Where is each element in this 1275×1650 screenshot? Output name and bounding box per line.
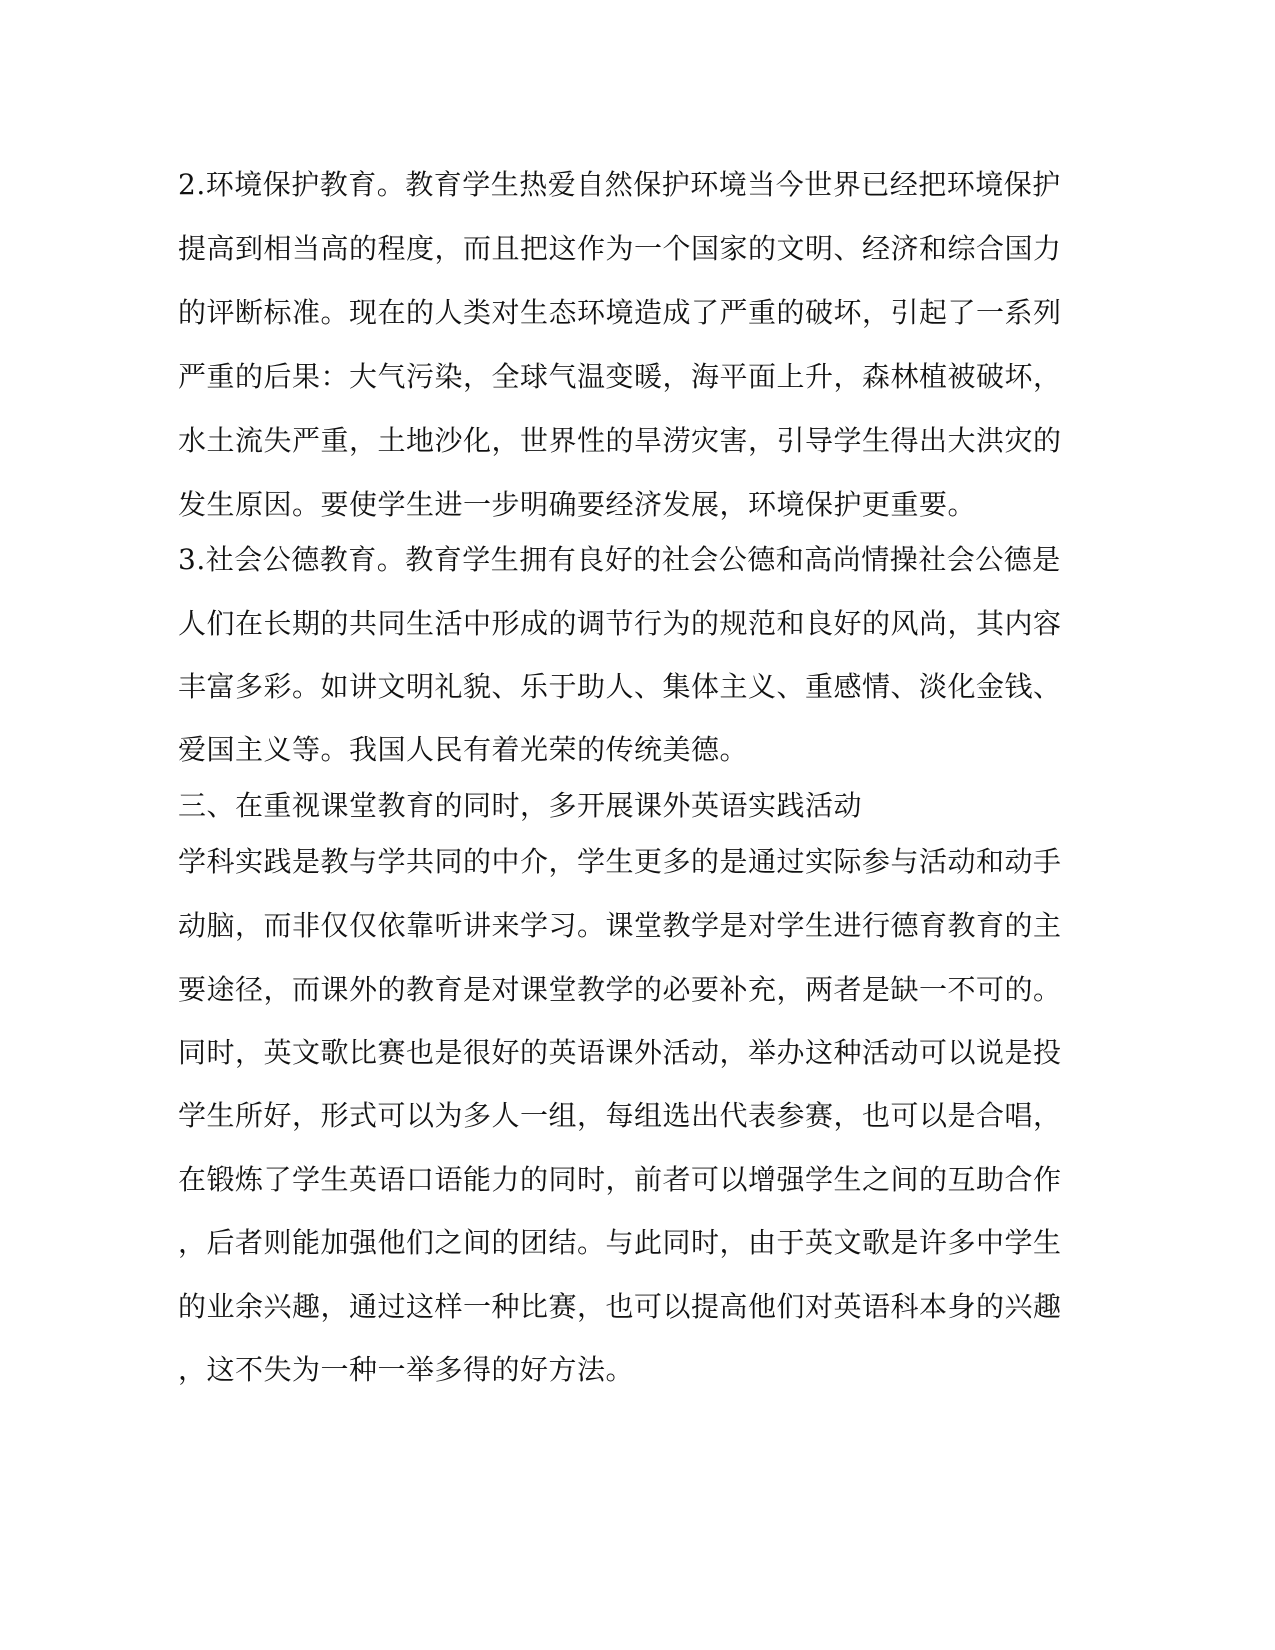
text-line: 2.环境保护教育。教育学生热爱自然保护环境当今世界已经把环境保护 — [178, 168, 1061, 201]
text-line: 要途径，而课外的教育是对课堂教学的必要补充，两者是缺一不可的。 — [178, 973, 1062, 1006]
text-line: ，这不失为一种一举多得的好方法。 — [178, 1353, 635, 1386]
section-heading: 三、在重视课堂教育的同时，多开展课外英语实践活动 — [178, 789, 863, 822]
text-line: 爱国主义等。我国人民有着光荣的传统美德。 — [178, 733, 749, 766]
text-line: 在锻炼了学生英语口语能力的同时，前者可以增强学生之间的互助合作 — [178, 1163, 1062, 1196]
text-line: 3.社会公德教育。教育学生拥有良好的社会公德和高尚情操社会公德是 — [178, 543, 1061, 576]
text-line: 学科实践是教与学共同的中介，学生更多的是通过实际参与活动和动手 — [178, 845, 1062, 878]
text-line: 发生原因。要使学生进一步明确要经济发展，环境保护更重要。 — [178, 488, 977, 521]
text-line: 学生所好，形式可以为多人一组，每组选出代表参赛，也可以是合唱， — [178, 1099, 1062, 1132]
text-line: 人们在长期的共同生活中形成的调节行为的规范和良好的风尚，其内容 — [178, 607, 1062, 640]
text-line: 丰富多彩。如讲文明礼貌、乐于助人、集体主义、重感情、淡化金钱、 — [178, 670, 1062, 703]
text-line: 提高到相当高的程度，而且把这作为一个国家的文明、经济和综合国力 — [178, 232, 1062, 265]
text-line: 的业余兴趣，通过这样一种比赛，也可以提高他们对英语科本身的兴趣 — [178, 1290, 1062, 1323]
text-line: 的评断标准。现在的人类对生态环境造成了严重的破坏，引起了一系列 — [178, 296, 1062, 329]
text-line: 严重的后果：大气污染，全球气温变暖，海平面上升，森林植被破坏， — [178, 360, 1062, 393]
text-line: 同时，英文歌比赛也是很好的英语课外活动，举办这种活动可以说是投 — [178, 1036, 1062, 1069]
text-line: 动脑，而非仅仅依靠听讲来学习。课堂教学是对学生进行德育教育的主 — [178, 909, 1062, 942]
text-line: 水土流失严重，土地沙化，世界性的旱涝灾害，引导学生得出大洪灾的 — [178, 424, 1062, 457]
text-line: ，后者则能加强他们之间的团结。与此同时，由于英文歌是许多中学生 — [178, 1226, 1062, 1259]
